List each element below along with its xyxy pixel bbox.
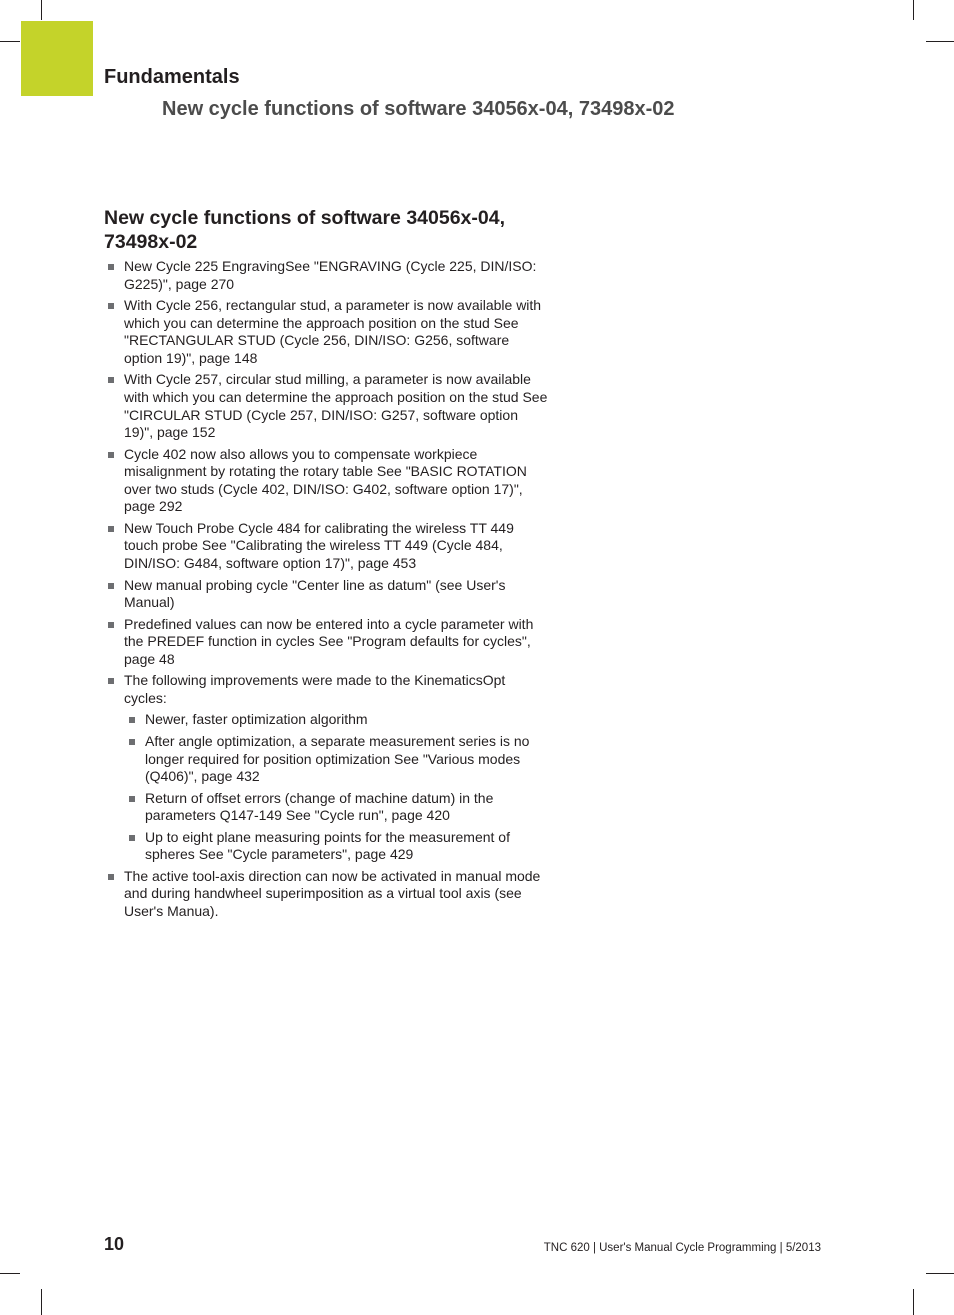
crop-mark — [41, 1289, 42, 1315]
sublist-item-text: Newer, faster optimization algorithm — [145, 711, 368, 728]
sublist-item-text: Return of offset errors (change of machine datum) in the parameters Q147-149 See "Cycle run", page 420 — [145, 789, 494, 824]
chapter-color-tab — [21, 21, 93, 96]
sublist-item — [124, 733, 549, 786]
running-header: New cycle functions of software 34056x-04, 73498x-02 — [162, 98, 675, 120]
list-item-text: New manual probing cycle "Center line as datum" (see User's Manual) — [124, 576, 506, 611]
kinematicsopt-sublist — [124, 711, 549, 863]
sublist-item — [124, 790, 549, 825]
page-number: 10 — [104, 1234, 125, 1254]
list-item — [104, 520, 549, 573]
section-title: New cycle functions of software 34056x-04, 73498x-02 — [104, 207, 505, 253]
list-item-text: Cycle 402 now also allows you to compensate workpiece misalignment by rotating the rotary table See "BASIC ROTATION over two studs (Cycle 402, DIN/ISO: G402, software option 17)", page 292 — [124, 445, 527, 515]
list-item-text: The following improvements were made to the KinematicsOpt cycles: — [124, 672, 506, 706]
list-item — [104, 371, 549, 441]
list-item — [104, 446, 549, 516]
section-content — [104, 258, 549, 924]
list-item-text: New Touch Probe Cycle 484 for calibrating the wireless TT 449 touch probe See "Calibrating the wireless TT 449 (Cycle 484, DIN/ISO: G484, software option 17)", page 453 — [124, 519, 514, 572]
list-item-text: New Cycle 225 EngravingSee "ENGRAVING (Cycle 225, DIN/ISO: G225)", page 270 — [124, 258, 537, 292]
crop-mark — [926, 41, 954, 42]
feature-list — [104, 258, 549, 921]
crop-mark — [926, 1273, 954, 1274]
footer-text: TNC 620 | User's Manual Cycle Programming | 5/2013 — [543, 1242, 821, 1254]
bullet-icon — [108, 583, 114, 589]
bullet-icon — [129, 796, 135, 802]
crop-mark — [0, 1273, 20, 1274]
bullet-icon — [108, 377, 114, 383]
bullet-icon — [108, 622, 114, 628]
bullet-icon — [129, 717, 135, 723]
bullet-icon — [108, 264, 114, 270]
list-item-text: With Cycle 257, circular stud milling, a parameter is now available with which you can determine the approach position on the stud See "CIRCULAR STUD (Cycle 257, DIN/ISO: G257, software option 19)", page 152 — [124, 371, 548, 441]
list-item — [104, 258, 549, 293]
bullet-icon — [108, 874, 114, 880]
sublist-item — [124, 711, 549, 729]
bullet-icon — [108, 303, 114, 309]
chapter-title: Fundamentals — [104, 66, 240, 88]
crop-mark — [913, 0, 914, 20]
bullet-icon — [108, 678, 114, 684]
list-item-text: With Cycle 256, rectangular stud, a parameter is now available with which you can determine the approach position on the stud See "RECTANGULAR STUD (Cycle 256, DIN/ISO: G256, software option 19)", page 148 — [124, 297, 542, 366]
crop-mark — [41, 0, 42, 20]
list-item — [104, 297, 549, 367]
sublist-item — [124, 829, 549, 864]
bullet-icon — [129, 739, 135, 745]
bullet-icon — [129, 835, 135, 841]
list-item — [104, 672, 549, 864]
list-item-text: Predefined values can now be entered into a cycle parameter with the PREDEF function in cycles See "Program defaults for cycles", page 48 — [124, 615, 534, 667]
sublist-item-text: After angle optimization, a separate measurement series is no longer required for position optimization See "Various modes (Q406)", page 432 — [145, 732, 530, 785]
sublist-item-text: Up to eight plane measuring points for the measurement of spheres See "Cycle parameters", page 429 — [145, 828, 510, 863]
list-item — [104, 577, 549, 612]
list-item — [104, 616, 549, 669]
bullet-icon — [108, 526, 114, 532]
crop-mark — [0, 41, 20, 42]
bullet-icon — [108, 452, 114, 458]
list-item — [104, 868, 549, 921]
crop-mark — [913, 1289, 914, 1315]
list-item-text: The active tool-axis direction can now be activated in manual mode and during handwheel superimposition as a virtual tool axis (see User's Manua). — [124, 867, 541, 919]
